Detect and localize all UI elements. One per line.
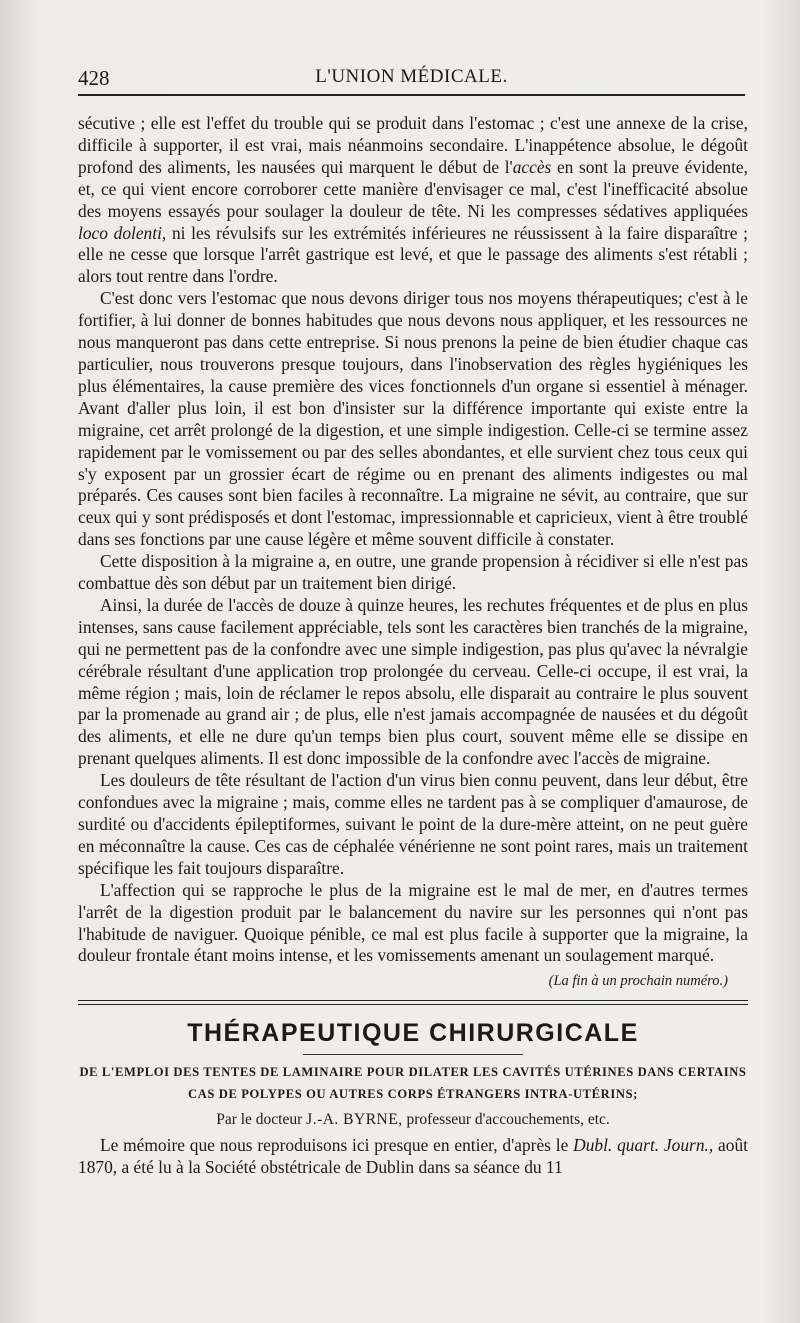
section-title-rule (303, 1054, 523, 1055)
paragraph-1: sécutive ; elle est l'effet du trouble qui se produit dans l'estomac ; c'est une annexe de la crise, difficile à supporter, il est vrai, mais néanmoins secondaire. L'inappétence absolue, le dégoût profond des aliments, les nausées qui marquent le début de l'accès en sont la preuve évidente, et, ce qui vient encore corroborer cette manière d'envisager ce mal, c'est l'inefficacité absolue des moyens essayés pour soulager la douleur de tête. Ni les compresses sédatives appliquées loco dolenti, ni les révulsifs sur les extrémités inférieures ne réussissent à la faire disparaître ; elle ne cesse que lorsque l'arrêt gastrique est levé, et que le passage des aliments s'est rétabli ; alors tout rentre dans l'ordre. (78, 113, 749, 287)
page-number: 428 (78, 66, 110, 90)
paragraph-2: C'est donc vers l'estomac que nous devons diriger tous nos moyens thérapeutiques; c'est à le fortifier, à lui donner de bonnes habitudes que nous devons nous appliquer, et les ressources ne nous manqueront pas dans cette entreprise. Si nous prenons la peine de bien étudier chaque cas particulier, nous trouverons presque toujours, dans l'inobservation des règles hygiéniques les plus élémentaires, la cause première des vices fonctionnels d'un organe si essentiel à ménager. Avant d'aller plus loin, il est bon d'insister sur la différence importante qui existe entre la migraine, cet arrêt prolongé de la digestion, et une simple indigestion. Celle-ci se termine assez rapidement par le vomissement ou par des selles abondantes, et elle survient chez tous ceux qui s'y exposent par un grossier écart de régime ou en prenant des aliments indigestes ou mal préparés. Ces causes sont bien faciles à reconnaître. La migraine ne sévit, au contraire, que sur ceux qui y sont prédisposés et dont l'estomac, impressionnable et capricieux, vient à être troublé dans ses fonctions par une cause légère et même souvent difficile à constater. (78, 288, 748, 550)
article-intro (78, 1135, 748, 1179)
paragraph-5: Les douleurs de tête résultant de l'action d'un virus bien connu peuvent, dans leur début, être confondues avec la migraine ; mais, comme elles ne tardent pas à se compliquer d'amaurose, de surdité ou d'accidents épileptiformes, suivant le point de la dure-mère atteint, on ne peut guère en méconnaître la cause. Ces cas de céphalée vénérienne ne sont point rares, mais un traitement spécifique les fait toujours disparaître. (78, 770, 748, 878)
italic-term: accès (512, 156, 552, 177)
intro-text-after: août 1870, a été lu à la Société obstétricale de Dublin dans sa séance du 11 (78, 1135, 748, 1178)
page-header (78, 60, 745, 90)
section-title: THÉRAPEUTIQUE CHIRURGICALE (187, 1019, 639, 1048)
byline-suffix: professeur d'accouchements, etc. (406, 1111, 610, 1129)
author-name: J.-A. BYRNE, (306, 1111, 403, 1129)
header-rule (78, 94, 745, 96)
paragraph-3: Cette disposition à la migraine a, en outre, une grande propension à récidiver si elle n'est pas combattue dès son début par un traitement bien dirigé. (78, 551, 748, 594)
continued-note: (La fin à un prochain numéro.) (548, 973, 728, 990)
section-divider (78, 1000, 748, 1005)
paragraph-4: Ainsi, la durée de l'accès de douze à quinze heures, les rechutes fréquentes et de plus en plus intenses, sans cause facilement appréciable, tels sont les caractères bien tranchés de la migraine, qui ne permettent pas de la confondre avec une simple indigestion, pas plus qu'avec la névralgie cérébrale résultant d'une application trop prolongée du cerveau. Celle-ci occupe, il est vrai, la même région ; mais, loin de réclamer le repos absolu, elle disparait au contraire le plus souvent par la promenade au grand air ; de plus, elle n'est jamais accompagnée de nausées et du dégoût des aliments, et elle ne dure qu'un temps bien plus court, souvent même elle se dissipe en prenant quelques aliments. Il est donc impossible de la confondre avec l'accès de migraine. (78, 594, 748, 769)
article-title: DE L'EMPLOI DES TENTES DE LAMINAIRE POUR DILATER LES CAVITÉS UTÉRINES DANS CERTAINS CAS DE POLYPES OU AUTRES CORPS ÉTRANGERS INTRA-UTÉRINS; (79, 1065, 747, 1102)
byline-prefix: Par le docteur (216, 1111, 303, 1129)
italic-term: loco dolenti, (78, 222, 167, 243)
paragraph-6: L'affection qui se rapproche le plus de la migraine est le mal de mer, en d'autres termes l'arrêt de la digestion produit par le balancement du navire sur les personnes qui n'ont pas l'habitude de naviguer. Quoique pénible, ce mal est plus facile à supporter que la migraine, la douleur frontale étant moins intense, et les vomissements amenant un soulagement marqué. (78, 879, 748, 966)
article-body (78, 113, 748, 1179)
intro-text-before: Le mémoire que nous reproduisons ici presque en entier, d'après le (100, 1135, 569, 1156)
journal-reference: Dubl. quart. Journ., (573, 1135, 714, 1156)
running-title: L'UNION MÉDICALE. (315, 66, 508, 87)
byline (78, 1111, 748, 1129)
